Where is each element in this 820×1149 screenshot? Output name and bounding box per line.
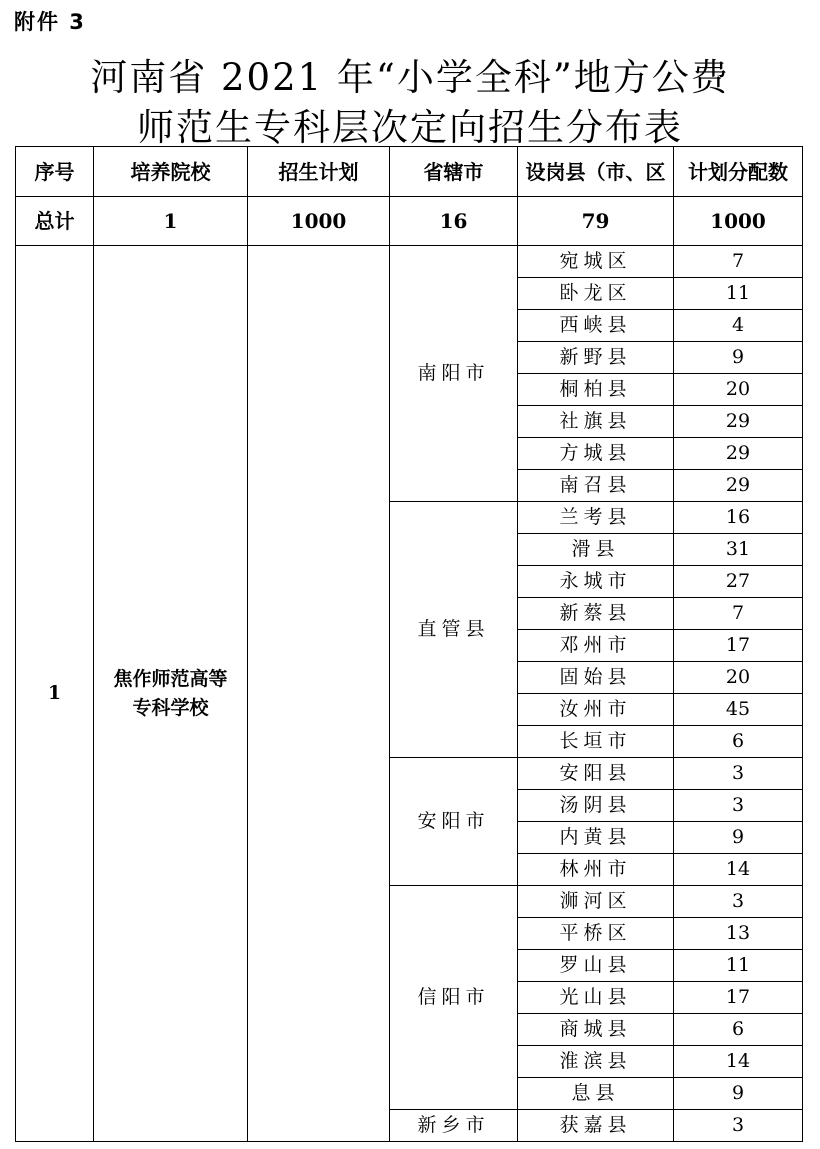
county-cell: 浉河区 <box>518 886 674 918</box>
totals-plan: 1000 <box>248 197 390 246</box>
count-cell: 9 <box>674 342 803 374</box>
count-cell: 17 <box>674 630 803 662</box>
totals-label: 总计 <box>16 197 94 246</box>
count-cell: 20 <box>674 662 803 694</box>
header-alloc: 计划分配数 <box>674 147 803 197</box>
count-cell: 9 <box>674 822 803 854</box>
count-cell: 7 <box>674 246 803 278</box>
count-cell: 29 <box>674 438 803 470</box>
county-cell: 固始县 <box>518 662 674 694</box>
county-cell: 息县 <box>518 1078 674 1110</box>
header-row <box>16 147 803 197</box>
header-city: 省辖市 <box>390 147 518 197</box>
totals-alloc: 1000 <box>674 197 803 246</box>
count-cell: 27 <box>674 566 803 598</box>
count-cell: 14 <box>674 854 803 886</box>
county-cell: 方城县 <box>518 438 674 470</box>
county-cell: 内黄县 <box>518 822 674 854</box>
county-cell: 新野县 <box>518 342 674 374</box>
county-cell: 卧龙区 <box>518 278 674 310</box>
county-cell: 获嘉县 <box>518 1110 674 1142</box>
county-cell: 长垣市 <box>518 726 674 758</box>
count-cell: 31 <box>674 534 803 566</box>
city-cell-anyang: 安阳市 <box>390 758 518 886</box>
city-cell-nanyang: 南阳市 <box>390 246 518 502</box>
plan-cell <box>248 246 390 1142</box>
school-cell <box>94 246 248 1142</box>
county-cell: 西峡县 <box>518 310 674 342</box>
count-cell: 7 <box>674 598 803 630</box>
count-cell: 3 <box>674 1110 803 1142</box>
school-line-2: 专科学校 <box>132 696 209 719</box>
city-cell-xinxiang: 新乡市 <box>390 1110 518 1142</box>
county-cell: 淮滨县 <box>518 1046 674 1078</box>
county-cell: 安阳县 <box>518 758 674 790</box>
attachment-label: 附件 3 <box>14 10 86 34</box>
title-line-1: 河南省 2021 年“小学全科”地方公费 <box>90 56 730 99</box>
title-line-2: 师范生专科层次定向招生分布表 <box>137 106 683 149</box>
allocation-table <box>15 146 803 1142</box>
count-cell: 9 <box>674 1078 803 1110</box>
count-cell: 3 <box>674 886 803 918</box>
count-cell: 14 <box>674 1046 803 1078</box>
county-cell: 桐柏县 <box>518 374 674 406</box>
count-cell: 6 <box>674 1014 803 1046</box>
county-cell: 永城市 <box>518 566 674 598</box>
county-cell: 兰考县 <box>518 502 674 534</box>
count-cell: 29 <box>674 470 803 502</box>
county-cell: 商城县 <box>518 1014 674 1046</box>
header-plan: 招生计划 <box>248 147 390 197</box>
county-cell: 宛城区 <box>518 246 674 278</box>
county-cell: 新蔡县 <box>518 598 674 630</box>
county-cell: 南召县 <box>518 470 674 502</box>
count-cell: 3 <box>674 758 803 790</box>
count-cell: 13 <box>674 918 803 950</box>
county-cell: 林州市 <box>518 854 674 886</box>
count-cell: 6 <box>674 726 803 758</box>
county-cell: 滑县 <box>518 534 674 566</box>
county-cell: 汤阴县 <box>518 790 674 822</box>
county-cell: 邓州市 <box>518 630 674 662</box>
totals-city: 16 <box>390 197 518 246</box>
count-cell: 3 <box>674 790 803 822</box>
totals-row <box>16 197 803 246</box>
city-cell-xinyang: 信阳市 <box>390 886 518 1110</box>
header-county: 设岗县（市、区 <box>518 147 674 197</box>
totals-school: 1 <box>94 197 248 246</box>
count-cell: 11 <box>674 278 803 310</box>
header-seq: 序号 <box>16 147 94 197</box>
county-cell: 光山县 <box>518 982 674 1014</box>
count-cell: 20 <box>674 374 803 406</box>
county-cell: 罗山县 <box>518 950 674 982</box>
table-row <box>16 246 803 278</box>
county-cell: 社旗县 <box>518 406 674 438</box>
county-cell: 平桥区 <box>518 918 674 950</box>
count-cell: 17 <box>674 982 803 1014</box>
header-school: 培养院校 <box>94 147 248 197</box>
city-cell-zhiguan: 直管县 <box>390 502 518 758</box>
count-cell: 16 <box>674 502 803 534</box>
count-cell: 4 <box>674 310 803 342</box>
totals-county: 79 <box>518 197 674 246</box>
school-line-1: 焦作师范高等 <box>113 668 228 690</box>
seq-cell: 1 <box>16 246 94 1142</box>
county-cell: 汝州市 <box>518 694 674 726</box>
count-cell: 29 <box>674 406 803 438</box>
count-cell: 11 <box>674 950 803 982</box>
count-cell: 45 <box>674 694 803 726</box>
